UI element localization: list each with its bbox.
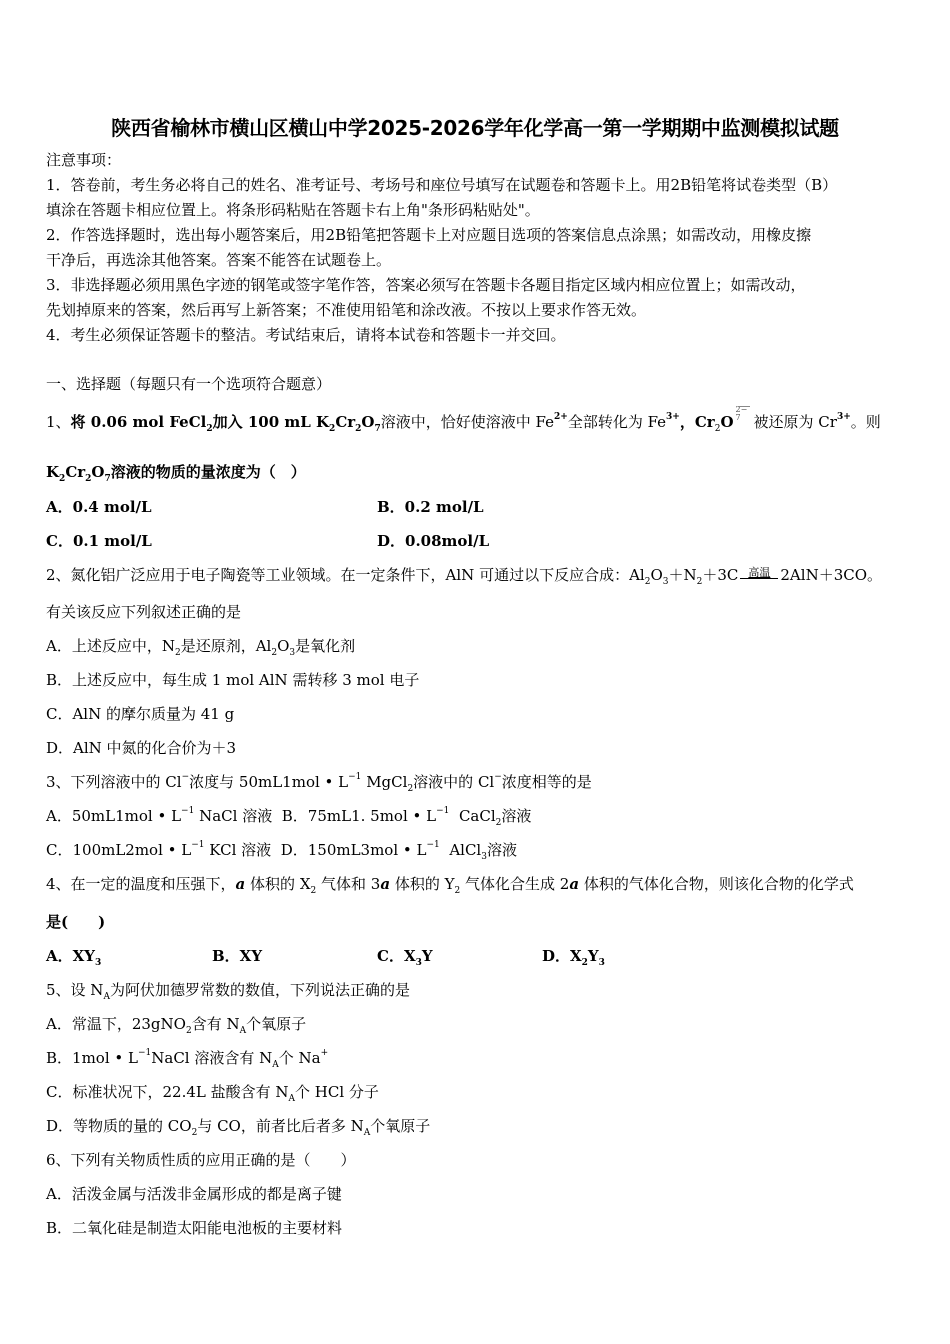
question-2-option-a: A．上述反应中，$N_2$是还原剂，$Al_2O_3$是氧化剂	[46, 637, 356, 658]
question-3-stem: 3、下列溶液中的 Cl−浓度与 50mL1mol • $L^{-1}$ MgCl$_2$溶液中的 Cl−浓度相等的是	[46, 772, 592, 794]
notes-line: 先划掉原来的答案，然后再写上新答案；不准使用铅笔和涂改液。不按以上要求作答无效。	[46, 301, 647, 319]
question-5-option-a: A．常温下，23gNO$_2$含有 $N_A$个氧原子	[46, 1015, 307, 1036]
question-1-option-a: A．0.4 mol/L	[46, 498, 152, 516]
question-1-option-b: B．0.2 mol/L	[377, 498, 484, 516]
question-3-option-d: D．150mL3mol • $L^{-1}$ AlCl$_3$溶液	[280, 840, 517, 862]
question-4-stem-line2: 是( )	[46, 913, 106, 931]
question-2-option-b: B．上述反应中，每生成 1 mol AlN 需转移 3 mol 电子	[46, 671, 420, 689]
question-3-option-a: A．50mL1mol • $L^{-1}$ NaCl 溶液	[46, 806, 273, 825]
question-6-stem: 6、下列有关物质性质的应用正确的是（ ）	[46, 1151, 356, 1169]
question-2-option-d: D．AlN 中氮的化合价为＋3	[46, 739, 237, 757]
question-5-option-c: C．标准状况下，22.4L 盐酸含有 $N_A$个 HCl 分子	[46, 1083, 379, 1104]
question-1-stem-line2: $K_2Cr_2O_7$溶液的物质的量浓度为（ ）	[46, 463, 306, 484]
question-3-options-ab	[46, 806, 531, 826]
question-5-option-b: B．1mol • $L^{-1}NaCl$ 溶液含有 $N_A$个 Na+	[46, 1048, 329, 1070]
question-2-option-c: C．AlN 的摩尔质量为 41 g	[46, 705, 235, 723]
question-4-option-b: B．XY	[212, 947, 263, 965]
dichromate-charge: 2− 7	[734, 412, 754, 432]
question-5-stem: 5、设 $N_A$为阿伏加德罗常数的数值，下列说法正确的是	[46, 981, 410, 1002]
question-4-option-c: C．$X_3Y$	[377, 947, 433, 968]
question-3-option-b: B．75mL1. 5mol • $L^{-1}$ CaCl$_2$溶液	[281, 806, 532, 828]
notes-line: 4．考生必须保证答题卡的整洁。考试结束后，请将本试卷和答题卡一并交回。	[46, 326, 566, 344]
notes-line: 干净后，再选涂其他答案。答案不能答在试题卷上。	[46, 251, 392, 269]
question-3-option-c: C．100mL2mol • $L^{-1}$ KCl 溶液	[46, 840, 272, 859]
question-6-option-b: B．二氧化硅是制造太阳能电池板的主要材料	[46, 1219, 343, 1237]
question-5-option-d: D．等物质的量的 $CO_2$与 CO，前者比后者多 $N_A$个氧原子	[46, 1117, 431, 1138]
notes-line: 2．作答选择题时，选出每小题答案后，用2B铅笔把答题卡上对应题目选项的答案信息点涂黑；如需改动，用橡皮擦	[46, 226, 812, 244]
question-1-option-c: C．0.1 mol/L	[46, 532, 152, 550]
notes-line: 3．非选择题必须用黑色字迹的钢笔或签字笔作答，答案必须写在答题卡各题目指定区域内相应位置上；如需改动，	[46, 276, 806, 294]
question-1-option-d: D．0.08mol/L	[377, 532, 490, 550]
question-2-stem-line2: 有关该反应下列叙述正确的是	[46, 603, 242, 621]
notes-heading: 注意事项：	[46, 151, 122, 169]
question-2-stem: 2、氮化铝广泛应用于电子陶瓷等工业领域。在一定条件下，AlN 可通过以下反应合成：$Al_2O_3+N_2+3C$ 高温 2AlN＋3CO。	[46, 566, 883, 587]
question-4-stem: 4、在一定的温度和压强下，a 体积的 $X_2$ 气体和 3a 体积的 $Y_2$ 气体化合生成 2a 体积的气体化合物，则该化合物的化学式	[46, 875, 854, 896]
question-3-options-cd	[46, 840, 517, 860]
page-title: 陕西省榆林市横山区横山中学2025-2026学年化学高一第一学期期中监测模拟试题	[111, 116, 839, 140]
notes-line: 1．答卷前，考生务必将自己的姓名、准考证号、考场号和座位号填写在试题卷和答题卡上。用2B铅笔将试卷类型（B）	[46, 176, 838, 194]
section-heading: 一、选择题（每题只有一个选项符合题意）	[46, 375, 332, 393]
question-1-stem: 1、将 0.06 mol FeCl$_2$加入 100 mL $K_2Cr_2O_7$溶液中，恰好使溶液中 $Fe^{2+}$全部转化为 $Fe^{3+}$，$Cr_2O$ 2− 7 被还原为 $Cr^{3+}$。则	[46, 405, 881, 434]
question-6-option-a: A．活泼金属与活泼非金属形成的都是离子键	[46, 1185, 342, 1203]
question-4-option-a: A．$XY_3$	[46, 947, 102, 968]
notes-line: 填涂在答题卡相应位置上。将条形码粘贴在答题卡右上角"条形码粘贴处"。	[46, 201, 540, 219]
question-4-option-d: D．$X_2Y_3$	[542, 947, 605, 968]
